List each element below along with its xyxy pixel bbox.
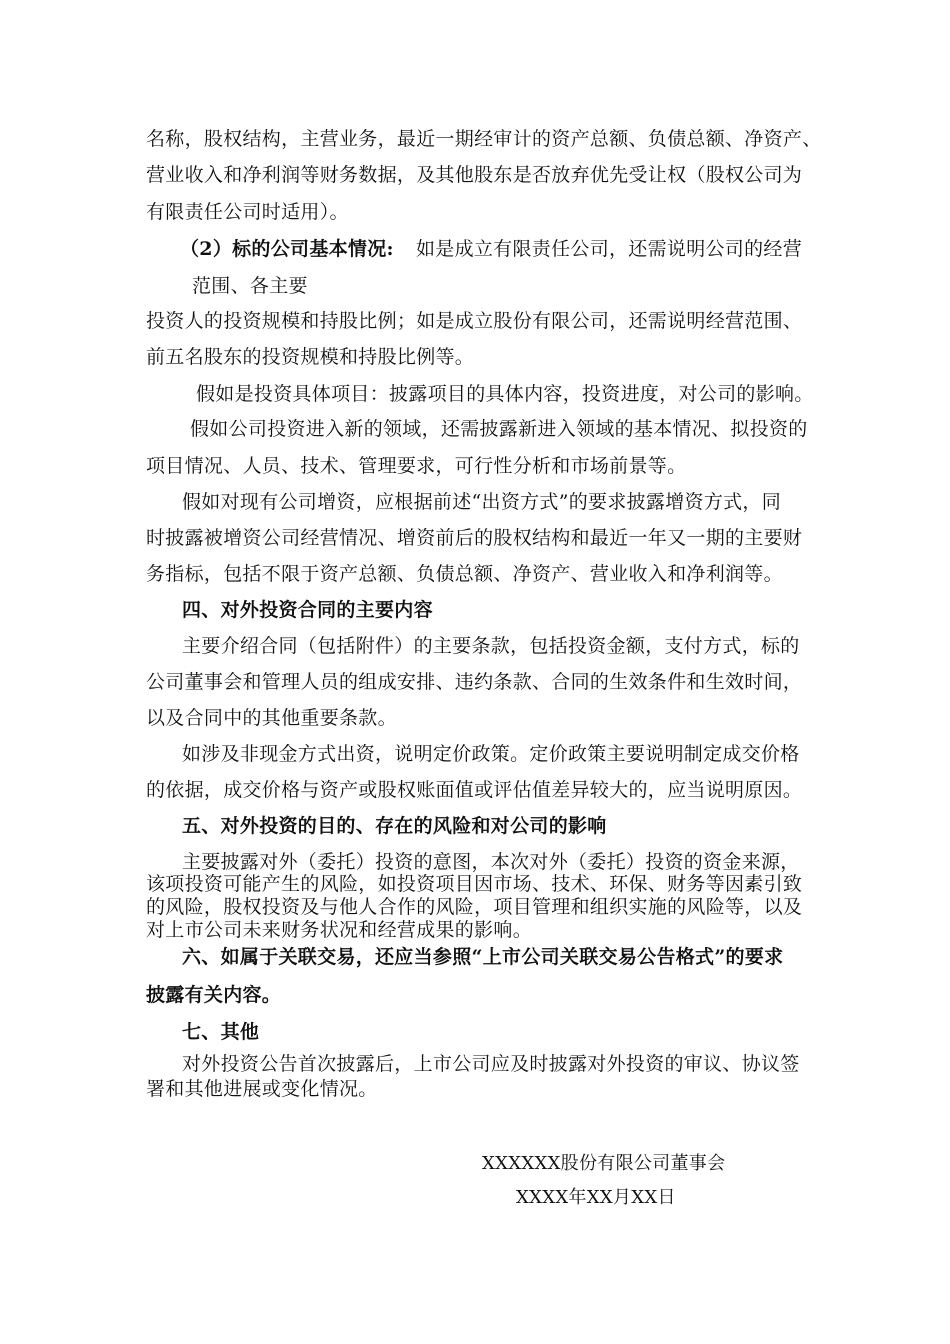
subsection-heading: （2）标的公司基本情况: xyxy=(180,238,394,260)
paragraph-line: 前五名股东的投资规模和持股比例等。 xyxy=(146,346,475,368)
paragraph-line: 以及合同中的其他重要条款。 xyxy=(146,707,397,729)
section-heading-6-cont: 披露有关内容。 xyxy=(146,984,282,1006)
section-heading-7: 七、其他 xyxy=(182,1021,260,1043)
paragraph-line: 投资人的投资规模和持股比例；如是成立股份有限公司，还需说明经营范围、 xyxy=(146,310,803,332)
paragraph-line: 如是成立有限责任公司，还需说明公司的经营 xyxy=(416,238,803,260)
section-heading-6: 六、如属于关联交易，还应当参照“上市公司关联交易公告格式”的要求 xyxy=(182,946,784,968)
section-heading-4: 四、对外投资合同的主要内容 xyxy=(182,599,433,621)
paragraph-line: 有限责任公司时适用）。 xyxy=(146,201,349,223)
paragraph-line: 该项投资可能产生的风险，如投资项目因市场、技术、环保、财务等因素引致 xyxy=(146,873,803,895)
paragraph-line: 名称，股权结构，主营业务，最近一期经审计的资产总额、负债总额、净资产、 xyxy=(146,128,822,150)
paragraph-line: 务指标，包括不限于资产总额、负债总额、净资产、营业收入和净利润等。 xyxy=(146,563,783,585)
paragraph-line: 范围、各主要 xyxy=(192,275,308,297)
paragraph-line: 项目情况、人员、技术、管理要求，可行性分析和市场前景等。 xyxy=(146,455,687,477)
paragraph-line: 营业收入和净利润等财务数据，及其他股东是否放弃优先受让权（股权公司为 xyxy=(146,164,803,186)
signature-date: XXXX年XX月XX日 xyxy=(516,1187,676,1208)
paragraph-line: 主要介绍合同（包括附件）的主要条款，包括投资金额，支付方式，标的 xyxy=(182,635,800,657)
paragraph-line: 主要披露对外（委托）投资的意图，本次对外（委托）投资的资金来源， xyxy=(182,851,800,873)
paragraph-line: 假如对现有公司增资，应根据前述“出资方式”的要求披露增资方式，同 xyxy=(182,491,782,513)
paragraph-line: 如涉及非现金方式出资，说明定价政策。定价政策主要说明制定成交价格 xyxy=(182,743,800,765)
signature-company: XXXXXX股份有限公司董事会 xyxy=(482,1153,726,1174)
paragraph-line: 的依据，成交价格与资产或股权账面值或评估值差异较大的，应当说明原因。 xyxy=(146,779,803,801)
paragraph-line: 对上市公司未来财务状况和经营成果的影响。 xyxy=(146,919,533,941)
paragraph-line: 署和其他进展或变化情况。 xyxy=(146,1078,378,1100)
paragraph-line: 的风险，股权投资及与他人合作的风险，项目管理和组织实施的风险等，以及 xyxy=(146,896,803,918)
paragraph-line: 公司董事会和管理人员的组成安排、违约条款、合同的生效条件和生效时间， xyxy=(146,671,803,693)
paragraph-line: 对外投资公告首次披露后，上市公司应及时披露对外投资的审议、协议签 xyxy=(182,1053,800,1075)
paragraph-line: 假如公司投资进入新的领域，还需披露新进入领域的基本情况、拟投资的 xyxy=(190,418,808,440)
paragraph-line: 时披露被增资公司经营情况、增资前后的股权结构和最近一年又一期的主要财 xyxy=(146,527,803,549)
paragraph-line: 假如是投资具体项目：披露项目的具体内容，投资进度，对公司的影响。 xyxy=(196,383,814,405)
section-heading-5: 五、对外投资的目的、存在的风险和对公司的影响 xyxy=(182,815,607,837)
